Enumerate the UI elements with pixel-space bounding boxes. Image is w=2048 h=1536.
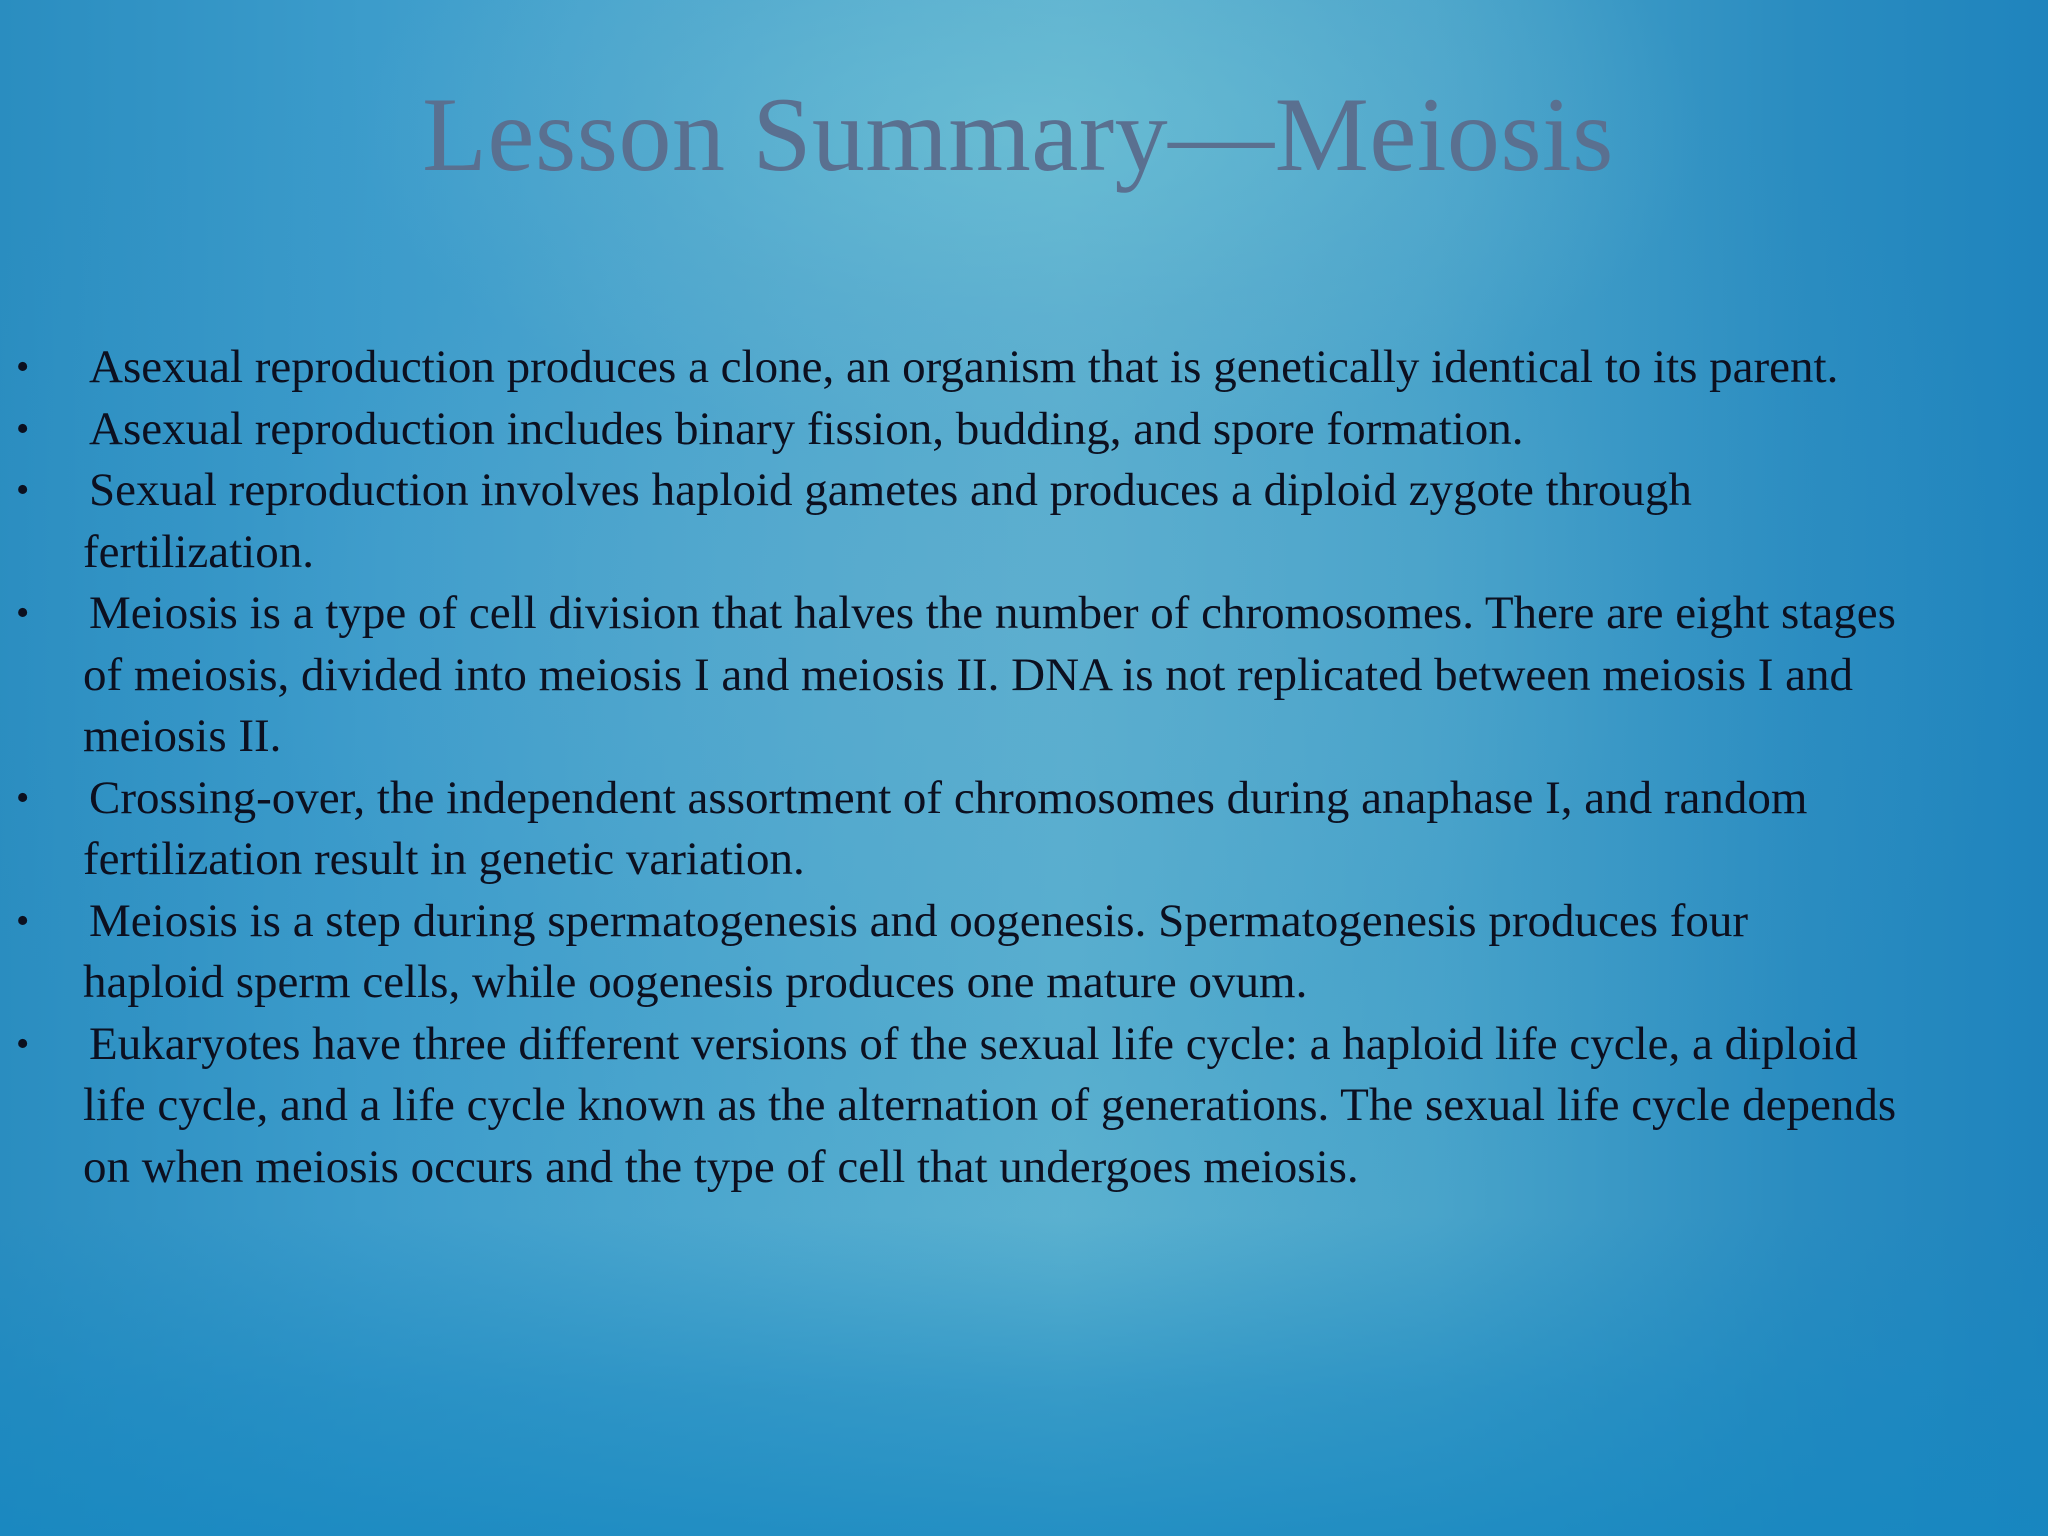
list-item — [0, 1014, 1900, 1199]
bullet-text: Meiosis is a type of cell division that halves the number of chromosomes. There are eight stages of meiosis, divided into meiosis I and meiosis II. DNA is not replicated between meiosis I and meiosis II. — [83, 587, 1896, 762]
list-item — [0, 337, 1900, 399]
bullet-text: Crossing-over, the independent assortment of chromosomes during anaphase I, and random fertilization result in genetic variation. — [83, 771, 1808, 885]
list-item — [0, 891, 1900, 1014]
list-item — [0, 460, 1900, 583]
bullet-text: Asexual reproduction includes binary fission, budding, and spore formation. — [89, 402, 1524, 455]
slide-title: Lesson Summary—Meiosis — [422, 76, 1614, 193]
bullet-marker: • — [16, 1022, 30, 1065]
bullet-text: Sexual reproduction involves haploid gametes and produces a diploid zygote through fertilization. — [83, 464, 1692, 578]
bullet-marker: • — [16, 469, 30, 511]
bullet-marker: • — [16, 899, 30, 942]
bullet-text: Meiosis is a step during spermatogenesis and oogenesis. Spermatogenesis produces four haploid sperm cells, while oogenesis produces one mature ovum. — [83, 894, 1749, 1008]
bullet-marker: • — [16, 407, 30, 450]
list-item — [0, 768, 1900, 891]
bullet-marker: • — [16, 592, 30, 634]
bullet-text: Asexual reproduction produces a clone, an organism that is genetically identical to its parent. — [89, 341, 1839, 393]
list-item — [0, 583, 1900, 768]
bullet-marker: • — [16, 776, 30, 819]
list-item — [0, 399, 1900, 461]
bullet-text: Eukaryotes have three different versions of the sexual life cycle: a haploid life cycle, a diploid life cycle, and a life cycle known as the alternation of generations. The sexual life cycle depends on when meiosis occurs and the type of cell that undergoes meiosis. — [83, 1017, 1897, 1193]
bullet-marker: • — [16, 346, 30, 388]
bullet-list — [0, 337, 1900, 1198]
